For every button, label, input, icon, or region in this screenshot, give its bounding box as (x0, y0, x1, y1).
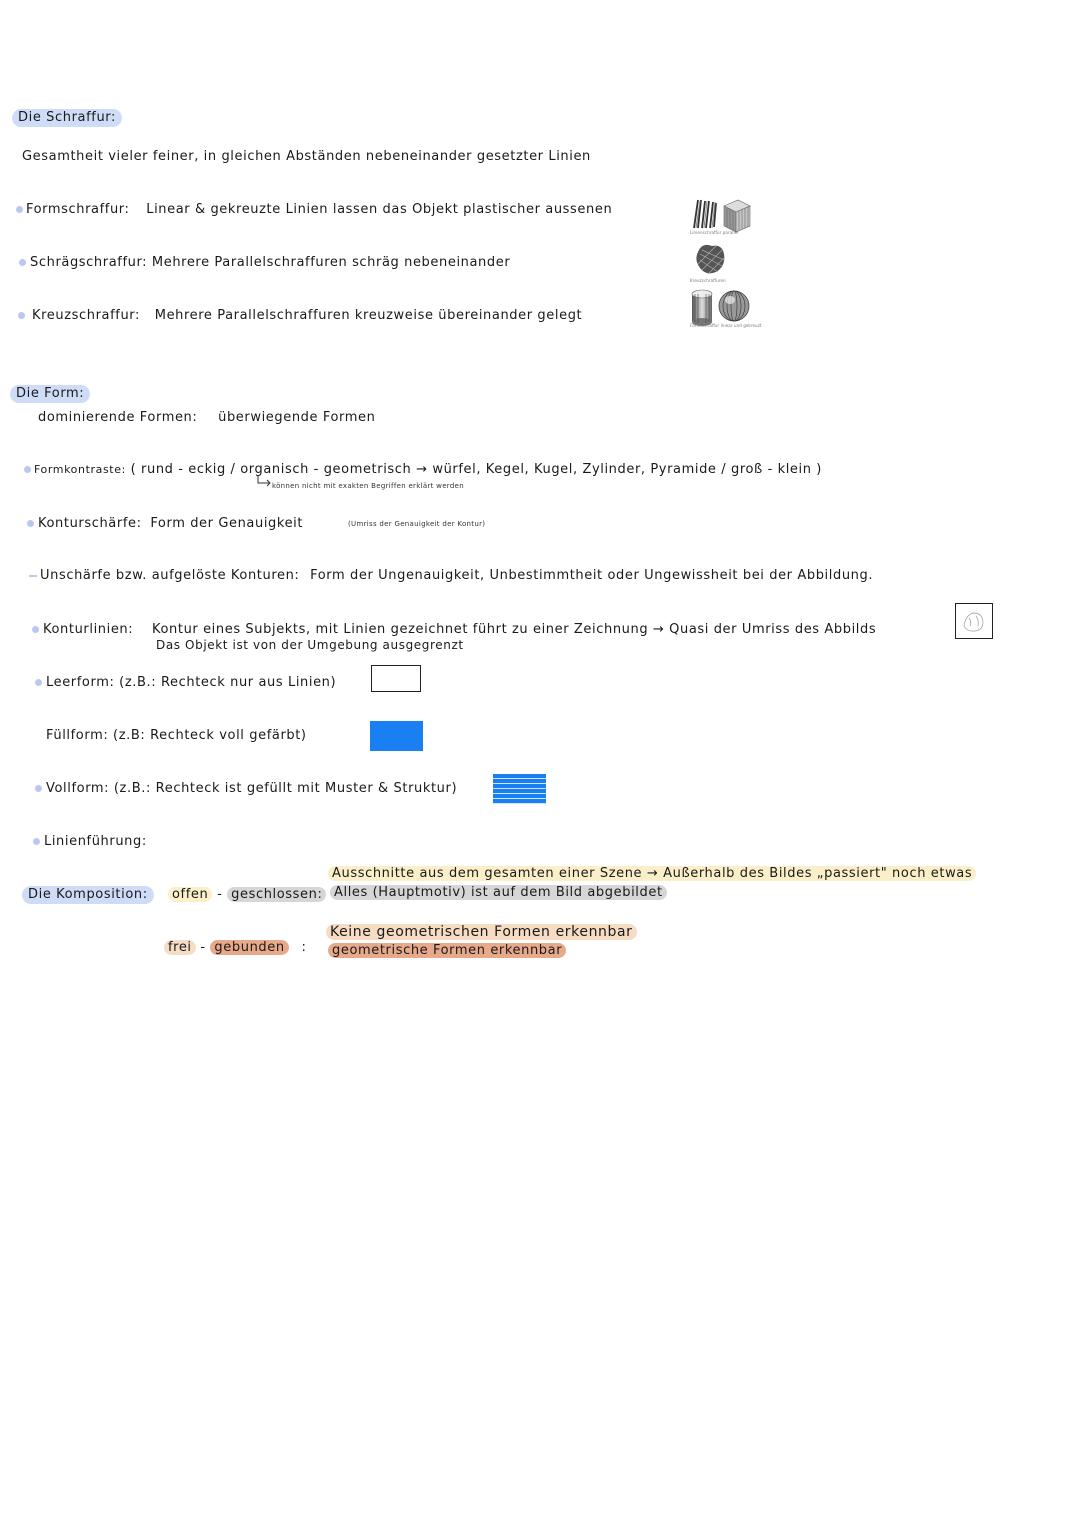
geschlossen-text: Alles (Hauptmotiv) ist auf dem Bild abgebildet (330, 885, 667, 900)
offen-text: Ausschnitte aus dem gesamten einer Szene → Außerhalb des Bildes „passiert" noch etwas (328, 866, 976, 881)
formkontraste-text: ( rund - eckig / organisch - geometrisch → würfel, Kegel, Kugel, Zylinder, Pyramide / groß - klein ) (130, 462, 822, 477)
filled-rectangle-example (370, 721, 423, 751)
caption-kreuz: Kreuzschraffuren (690, 278, 726, 283)
heading-form: Die Form: (10, 385, 90, 403)
konturschaerfe-item (38, 516, 303, 532)
bullet-dash (29, 575, 37, 577)
schraffur-definition: Gesamtheit vieler feiner, in gleichen Abständen nebeneinander gesetzter Linien (22, 149, 591, 164)
konturlinien-text: Kontur eines Subjekts, mit Linien gezeichnet führt zu einer Zeichnung → Quasi der Umriss des Abbilds (152, 622, 877, 637)
formkontraste-term: Formkontraste: (34, 463, 126, 476)
frei-text: Keine geometrischen Formen erkennbar (326, 924, 637, 940)
dominierende-text: überwiegende Formen (218, 410, 376, 425)
bullet-dot (35, 785, 42, 792)
schraegschraffur-item (30, 255, 510, 271)
contour-sketch-frame (955, 603, 993, 639)
frei-gebunden: frei - gebunden : (164, 940, 306, 956)
bullet-dot (18, 312, 25, 319)
bullet-dot (32, 626, 39, 633)
cross-hatching-blob-icon (696, 245, 724, 274)
caption-parallel: Linienschraffur parallel (690, 230, 739, 235)
bullet-dot (24, 466, 31, 473)
heading-schraffur: Die Schraffur: (12, 109, 122, 127)
hatching-illustrations (688, 196, 754, 331)
unschaerfe-term: Unschärfe bzw. aufgelöste Konturen: (40, 568, 300, 583)
sphere-hatching-icon (719, 291, 749, 321)
contour-sketch-icon (956, 604, 991, 637)
unschaerfe-item (40, 568, 873, 584)
schraegschraffur-text: Mehrere Parallelschraffuren schräg nebeneinander (151, 255, 511, 270)
bullet-dot (27, 520, 34, 527)
parallel-hatching-icon (694, 200, 716, 228)
heading-komposition: Die Komposition: (22, 886, 154, 904)
dominierende-term: dominierende Formen: (38, 410, 198, 425)
formschraffur-item (26, 202, 612, 218)
fuellform-text: Füllform: (z.B: Rechteck voll gefärbt) (46, 728, 307, 743)
bullet-dot (16, 206, 23, 213)
bullet-dot (35, 679, 42, 686)
formkontraste-note: können nicht mit exakten Begriffen erklärt werden (272, 482, 464, 490)
formkontraste-item (34, 462, 822, 478)
kreuzschraffur-term: Kreuzschraffur: (32, 308, 141, 323)
patterned-rectangle-example (493, 774, 546, 804)
kreuzschraffur-item (32, 308, 582, 324)
frei-label: frei (164, 940, 196, 955)
vollform-text: Vollform: (z.B.: Rechteck ist gefüllt mit Muster & Struktur) (46, 781, 458, 796)
offen-geschlossen: offen - geschlossen: (168, 887, 326, 903)
leerform-text: Leerform: (z.B.: Rechteck nur aus Linien) (46, 675, 337, 690)
bullet-dot (33, 838, 40, 845)
konturschaerfe-note: (Umriss der Genauigkeit der Kontur) (348, 520, 486, 528)
offen-label: offen (168, 887, 212, 902)
konturschaerfe-term: Konturschärfe: (38, 516, 142, 531)
geschlossen-label: geschlossen: (227, 887, 326, 902)
konturlinien-term: Konturlinien: (43, 622, 134, 637)
konturlinien-text2: Das Objekt ist von der Umgebung ausgegrenzt (156, 638, 464, 652)
bullet-dot (19, 259, 26, 266)
kreuzschraffur-text: Mehrere Parallelschraffuren kreuzweise übereinander gelegt (154, 308, 583, 323)
formschraffur-text: Linear & gekreuzte Linien lassen das Objekt plastischer aussenen (146, 202, 613, 217)
cylinder-hatching-icon (692, 290, 712, 326)
cube-hatching-icon (724, 200, 750, 232)
formschraffur-term: Formschraffur: (26, 202, 130, 217)
gebunden-label: gebunden (210, 940, 288, 955)
linienfuehrung-text: Linienführung: (44, 834, 147, 849)
caption-form: Formschraffur linear und gekreuzt (690, 323, 762, 328)
empty-rectangle-example (371, 665, 421, 692)
konturschaerfe-text: Form der Genauigkeit (150, 516, 304, 531)
dominierende-formen (38, 410, 375, 426)
unschaerfe-text: Form der Ungenauigkeit, Unbestimmtheit oder Ungewissheit bei der Abbildung. (310, 568, 874, 583)
gebunden-text: geometrische Formen erkennbar (328, 943, 566, 958)
schraegschraffur-term: Schrägschraffur: (30, 255, 148, 270)
